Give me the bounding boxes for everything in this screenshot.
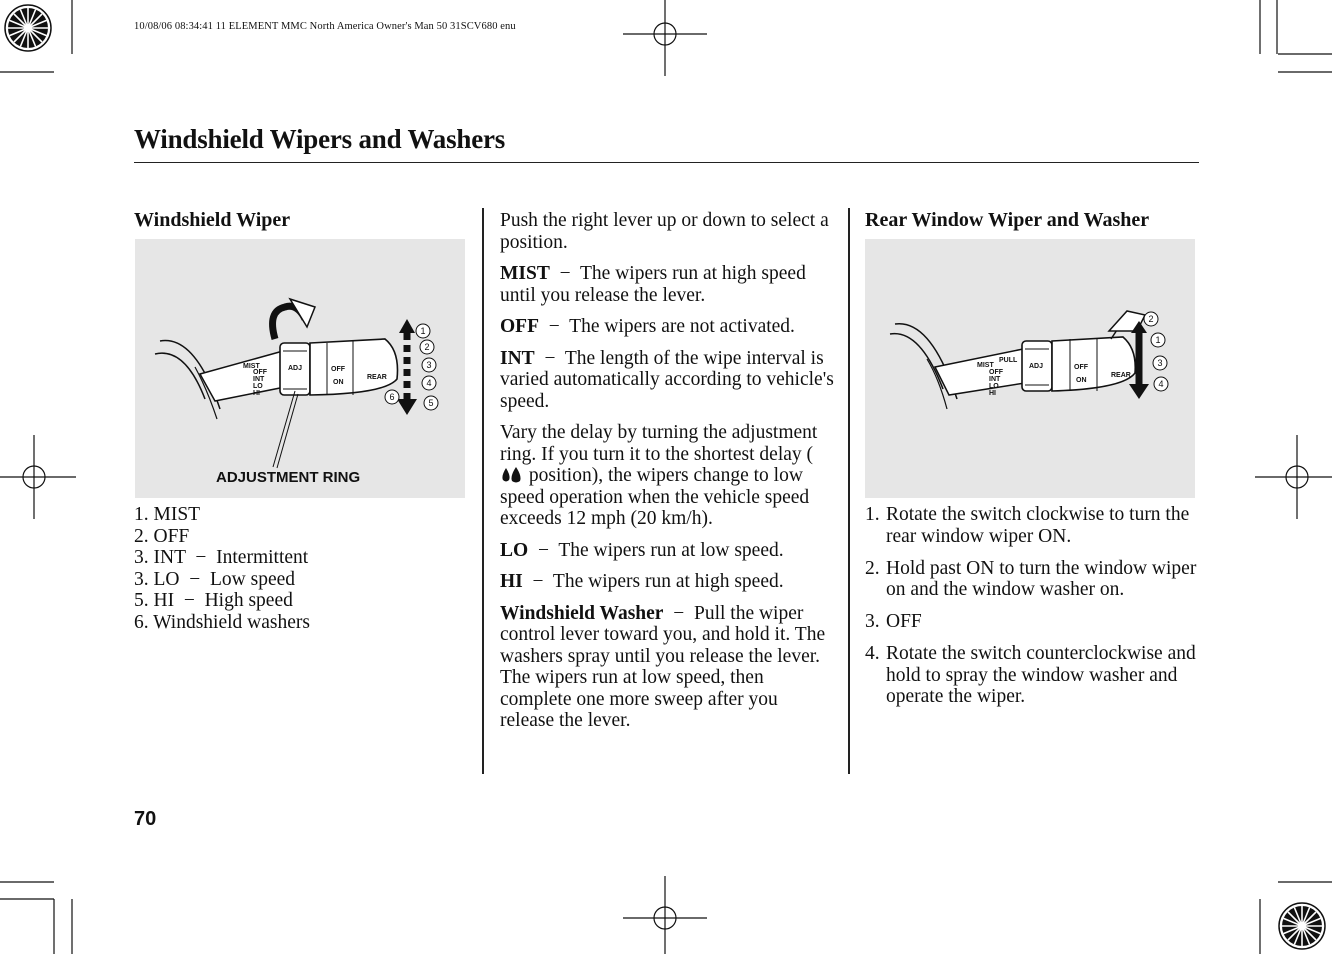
- hi-paragraph: HI − The wipers run at high speed.: [500, 571, 784, 592]
- marker-label: 5: [428, 398, 434, 408]
- int-paragraph: INT − The length of the wipe interval is varied automatically according to vehicle's speed.: [500, 347, 834, 412]
- stalk-label: INT: [989, 376, 1001, 383]
- water-drops-icon: [500, 466, 524, 484]
- page-title: Windshield Wipers and Washers: [134, 124, 506, 154]
- stalk-label: HI: [253, 390, 260, 397]
- crosshair-left: [0, 435, 76, 519]
- stalk-label: MIST: [977, 362, 994, 369]
- sunburst-mark-bottom-right: [1279, 903, 1325, 949]
- stalk-label: MIST: [243, 363, 260, 370]
- washer-text: Pull the wiper control lever toward you, and hold it. The washers spray until you release the lever. The wipers run at low speed, then complete one more sweep after you release the lever.: [500, 602, 826, 731]
- stalk-label: LO: [253, 383, 263, 390]
- vary-text-before: Vary the delay by turning the adjustment ring. If you turn it to the shortest delay (: [500, 422, 818, 465]
- marker-label: 2: [424, 342, 430, 352]
- mist-paragraph: MIST − The wipers run at high speed until you release the lever.: [500, 263, 806, 306]
- lo-paragraph: LO − The wipers run at low speed.: [500, 539, 784, 561]
- marker-label: 2: [1148, 314, 1154, 324]
- int-term: INT: [500, 347, 535, 369]
- mist-term: MIST: [500, 263, 550, 284]
- stalk-label: OFF: [331, 366, 345, 373]
- list-item: 3. OFF: [865, 611, 922, 632]
- marker-label: 1: [1155, 335, 1161, 345]
- list-item: 1. Rotate the switch clockwise to turn the rear window wiper ON.: [865, 504, 1190, 547]
- vary-delay-paragraph: [500, 422, 835, 530]
- title-rule: [134, 162, 1199, 163]
- windshield-wiper-list: [134, 504, 310, 633]
- adjustment-ring-callout: ADJUSTMENT RING: [216, 469, 361, 486]
- stalk-label: ADJ: [1029, 363, 1044, 370]
- vary-text-after: position), the wipers change to low speed operation when the vehicle speed exceeds 12 mph (20 km/h).: [500, 465, 810, 529]
- list-item: 3. INT − Intermittent: [134, 547, 309, 568]
- off-text: The wipers are not activated.: [569, 316, 795, 337]
- intro-paragraph: Push the right lever up or down to select a position.: [500, 210, 829, 253]
- list-item: 1. MIST: [134, 504, 201, 525]
- windshield-wiper-heading: Windshield Wiper: [134, 209, 291, 231]
- rear-wiper-heading: Rear Window Wiper and Washer: [865, 209, 1150, 231]
- stalk-label: OFF: [253, 369, 267, 376]
- sunburst-mark-top-left: [5, 5, 51, 51]
- marker-label: 3: [1157, 358, 1163, 368]
- off-paragraph: OFF − The wipers are not activated.: [500, 316, 795, 337]
- column-divider-2: [848, 208, 850, 774]
- list-item: 5. HI − High speed: [134, 590, 293, 611]
- rear-wiper-figure: [865, 239, 1195, 498]
- middle-column: [500, 210, 835, 732]
- marker-label: 3: [426, 360, 432, 370]
- lo-term: LO: [500, 539, 529, 561]
- marker-label: 1: [420, 326, 426, 336]
- off-term: OFF: [500, 316, 539, 337]
- stalk-label: ON: [333, 379, 344, 386]
- crosshair-right: [1255, 435, 1332, 519]
- rear-wiper-list: [865, 504, 1200, 718]
- crosshair-top: [623, 0, 707, 76]
- list-item: 2. OFF: [134, 525, 190, 547]
- hi-term: HI: [500, 571, 523, 592]
- rear-stalk-illustration: [865, 239, 1195, 498]
- windshield-wiper-figure: [135, 239, 465, 498]
- stalk-label: REAR: [367, 374, 387, 381]
- print-info-line: 10/08/06 08:34:41 11 ELEMENT MMC North America Owner's Man 50 31SCV680 enu: [134, 21, 516, 32]
- stalk-label: OFF: [989, 369, 1003, 376]
- list-item: 3. LO − Low speed: [134, 568, 296, 590]
- marker-label: 6: [389, 392, 395, 402]
- stalk-label: ADJ: [288, 365, 303, 372]
- list-item: 4. Rotate the switch counterclockwise and hold to spray the window washer and operate the wiper.: [865, 643, 1196, 707]
- column-divider-1: [482, 208, 484, 774]
- stalk-label: OFF: [1074, 364, 1088, 371]
- stalk-label: HI: [989, 390, 996, 397]
- marker-label: 4: [1158, 379, 1164, 389]
- list-item: 2. Hold past ON to turn the window wiper on and the window washer on.: [865, 557, 1197, 600]
- washer-term: Windshield Washer: [500, 602, 664, 624]
- page-number: 70: [134, 808, 157, 830]
- list-item: 6. Windshield washers: [134, 611, 310, 633]
- marker-label: 4: [426, 378, 432, 388]
- int-text: The length of the wipe interval is varied automatically according to vehicle's speed.: [500, 347, 834, 412]
- lo-text: The wipers run at low speed.: [558, 539, 784, 561]
- stalk-label: REAR: [1111, 372, 1131, 379]
- stalk-label: ON: [1076, 377, 1087, 384]
- stalk-label: PULL: [999, 357, 1018, 364]
- hi-text: The wipers run at high speed.: [552, 571, 784, 592]
- stalk-label: LO: [989, 383, 999, 390]
- mist-text: The wipers run at high speed until you release the lever.: [500, 263, 806, 306]
- crosshair-bottom: [623, 876, 707, 954]
- stalk-label: INT: [253, 376, 265, 383]
- washer-paragraph: Windshield Washer − Pull the wiper control lever toward you, and hold it. The washers spray until you release the lever. The wipers run at low speed, then complete one more sweep after you release the lever.: [500, 602, 826, 731]
- wiper-stalk-illustration: [135, 239, 465, 498]
